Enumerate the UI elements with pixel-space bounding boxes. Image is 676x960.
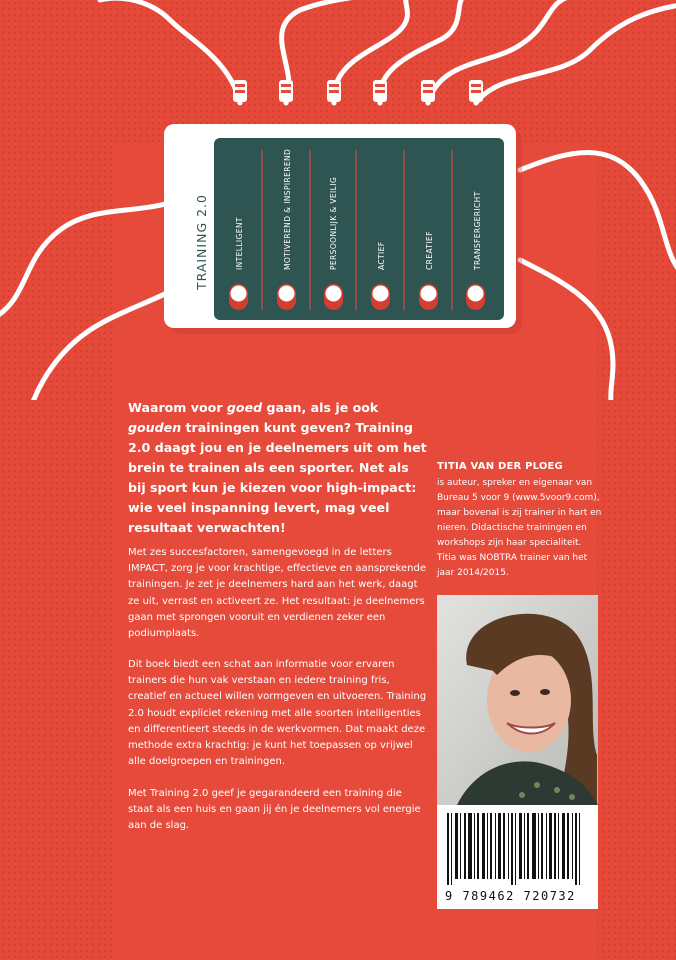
isbn-number: 9 789462 720732: [445, 889, 576, 903]
switch-label-intelligent: INTELLIGENT: [235, 217, 244, 270]
body-paragraph-2: Dit boek biedt een schat aan informatie voor ervaren trainers die hun vak verstaan en iedere training fris, creatief en actueel willen vormgeven en uitvoeren. Training 2.0 houdt expliciet rekening met alle soorten intelligenties en differentieert steeds in de werkvormen. Dat maakt deze methode extra krachtig: je kunt het toepassen op vrijwel alle doelgroepen en trainingen.: [128, 659, 427, 768]
power-strip-illustration: [0, 0, 676, 400]
impact-letters: [238, 110, 480, 125]
author-photo: [437, 595, 598, 805]
switch-label-actief: ACTIEF: [377, 241, 386, 270]
letter-t: T: [472, 110, 480, 125]
body-paragraph-3: Met Training 2.0 geef je gegarandeerd een training die staat als een huis en gaan jij én je deelnemers vol energie aan de slag.: [128, 788, 421, 832]
letter-m: M: [280, 110, 292, 125]
barcode-bars: [437, 805, 598, 887]
switch-1: [229, 284, 248, 310]
author-name: TITIA VAN DER PLOEG: [437, 461, 563, 472]
switch-6: [466, 284, 485, 310]
plugs: [233, 80, 483, 102]
letter-p: P: [330, 110, 338, 125]
body-paragraph-1: Met zes succesfactoren, samengevoegd in de letters IMPACT, zorg je voor krachtige, effectieve en aansprekende trainingen. Je zet je deelnemers hard aan het werk, daagt ze uit, verrast en activeert ze. Het resultaat: je deelnemers gaan met sprongen vooruit en verdienen zeker een podiumplaats.: [128, 547, 426, 640]
switch-2: [277, 284, 296, 310]
switch-3: [324, 284, 343, 310]
device-vertical-title: TRAINING 2.0: [194, 194, 209, 290]
switch-panel: [214, 138, 504, 320]
letter-a: A: [375, 110, 385, 125]
switch-label-transfergericht: TRANSFERGERICHT: [473, 191, 482, 270]
switch-5: [419, 284, 438, 310]
lead-paragraph: Waarom voor goed gaan, als je ook gouden trainingen kunt geven? Training 2.0 daagt jou en je deelnemers uit om het brein te trainen als een sporter. Net als bij sport kun je kiezen voor high-impact: wie veel inspanning levert, mag veel resultaat verwachten!: [128, 400, 427, 535]
switch-label-persoonlijk: PERSOONLIJK & VEILIG: [329, 176, 338, 270]
switch-4: [371, 284, 390, 310]
switch-label-motiverend: MOTIVEREND & INSPIREREND: [283, 148, 292, 270]
letter-c: C: [423, 110, 433, 125]
letter-i: I: [238, 110, 242, 125]
author-bio: is auteur, spreker en eigenaar van Bureau 5 voor 9 (www.5voor9.com), maar bovenal is zij trainer in hart en nieren. Didactische trainingen en workshops zijn haar specialiteit. Titia was NOBTRA trainer van het jaar 2014/2015.: [437, 478, 602, 578]
barcode: [437, 805, 598, 909]
switch-label-creatief: CREATIEF: [425, 231, 434, 270]
